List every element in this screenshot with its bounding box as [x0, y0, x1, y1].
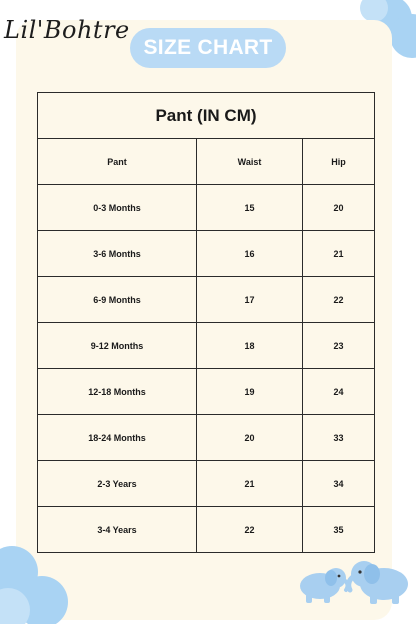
- size-cell: 0-3 Months: [38, 185, 197, 231]
- cloud-bottom-left-icon: [0, 540, 70, 624]
- table-title-row: [38, 93, 375, 139]
- elephant-pair-icon: [296, 554, 416, 606]
- hip-cell: 35: [303, 507, 375, 553]
- table-row: [38, 507, 375, 553]
- table-row: [38, 461, 375, 507]
- waist-cell: 17: [197, 277, 303, 323]
- waist-cell: 18: [197, 323, 303, 369]
- size-cell: 9-12 Months: [38, 323, 197, 369]
- waist-cell: 19: [197, 369, 303, 415]
- waist-cell: 21: [197, 461, 303, 507]
- size-chart-banner: SIZE CHART: [130, 28, 286, 68]
- table-row: [38, 415, 375, 461]
- size-cell: 18-24 Months: [38, 415, 197, 461]
- waist-cell: 16: [197, 231, 303, 277]
- size-cell: 6-9 Months: [38, 277, 197, 323]
- brand-logo: Lil'Bohtre: [4, 16, 130, 44]
- header-waist: Waist: [197, 139, 303, 185]
- table-title: Pant (IN CM): [38, 93, 375, 139]
- header-pant: Pant: [38, 139, 197, 185]
- hip-cell: 22: [303, 277, 375, 323]
- hip-cell: 20: [303, 185, 375, 231]
- size-cell: 12-18 Months: [38, 369, 197, 415]
- table-row: [38, 277, 375, 323]
- waist-cell: 20: [197, 415, 303, 461]
- size-table: [37, 92, 375, 553]
- size-cell: 2-3 Years: [38, 461, 197, 507]
- table-row: [38, 185, 375, 231]
- hip-cell: 21: [303, 231, 375, 277]
- hip-cell: 24: [303, 369, 375, 415]
- table-row: [38, 323, 375, 369]
- hip-cell: 34: [303, 461, 375, 507]
- waist-cell: 15: [197, 185, 303, 231]
- size-cell: 3-4 Years: [38, 507, 197, 553]
- table-header-row: [38, 139, 375, 185]
- hip-cell: 33: [303, 415, 375, 461]
- table-row: [38, 231, 375, 277]
- table-row: [38, 369, 375, 415]
- hip-cell: 23: [303, 323, 375, 369]
- waist-cell: 22: [197, 507, 303, 553]
- size-cell: 3-6 Months: [38, 231, 197, 277]
- header-hip: Hip: [303, 139, 375, 185]
